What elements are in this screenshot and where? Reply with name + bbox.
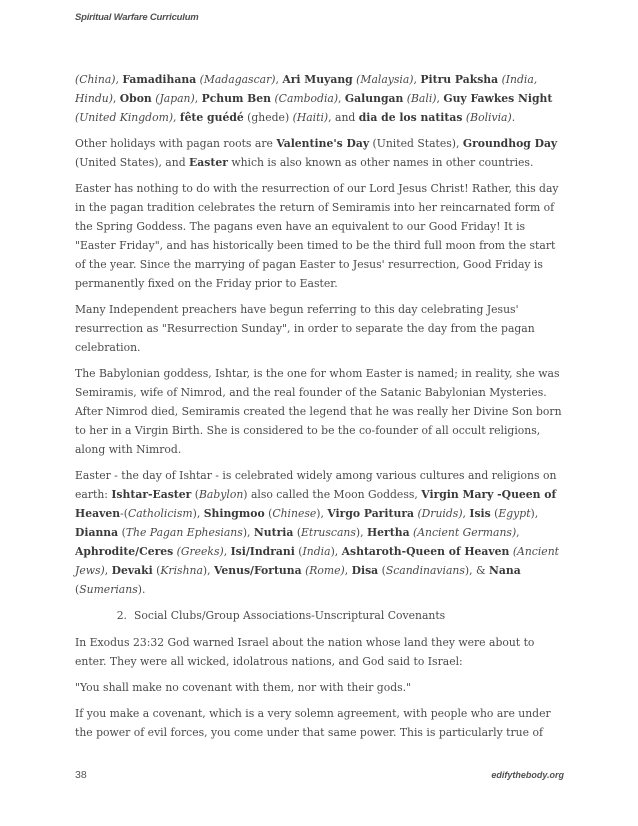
italic-text: Babylon <box>199 488 244 501</box>
bold-term: Nutria <box>253 526 294 539</box>
text-run: The Babylonian goddess, Ishtar, is the one for whom Easter is named; in reality, she was Semiramis, wife of Nimrod, and the real founder of the Satanic Babylonian Mysteries. After Nimrod died, Semiramis created the legend that he was really her Divine Son born to her in a Virgin Birth. She is considered to be the co-founder of all occult religions, along with Nimrod. <box>75 367 562 456</box>
italic-text: (Bali) <box>406 92 437 105</box>
italic-text: (Ancient Jews) <box>75 545 559 577</box>
bold-term: Isi/Indrani <box>230 545 295 558</box>
text-run: , <box>462 507 470 520</box>
bold-term: Devaki <box>111 564 153 577</box>
bold-term: Disa <box>351 564 379 577</box>
bold-term: Valentine's Day <box>276 137 370 150</box>
bold-term: Guy Fawkes Night <box>443 92 553 105</box>
text-run: Easter - the day of Ishtar - is celebrated widely among various cultures and religions on earth: <box>75 469 557 501</box>
italic-text: Chinese <box>272 507 317 520</box>
italic-text: Etruscans <box>301 526 356 539</box>
footer-website: edifythebody.org <box>491 770 564 780</box>
text-run: , <box>275 73 283 86</box>
paragraphs-after-list <box>75 633 567 742</box>
text-run: , <box>223 545 231 558</box>
bold-term: Isis <box>469 507 491 520</box>
bold-term: Easter <box>189 156 228 169</box>
italic-text: Krishna <box>160 564 203 577</box>
bold-term: Venus/Fortuna <box>214 564 302 577</box>
paragraph <box>75 633 567 671</box>
italic-text: Egypt <box>498 507 531 520</box>
text-run: , <box>413 73 421 86</box>
text-run: , <box>173 111 180 124</box>
text-run: ( <box>293 526 302 539</box>
italic-text: Catholicism <box>127 507 193 520</box>
bold-term: Pitru Paksha <box>420 73 499 86</box>
text-run: In Exodus 23:32 God warned Israel about the nation whose land they were about to enter. They were all wicked, idolatrous nations, and God said to Israel: <box>75 636 535 668</box>
text-run: ) also called the Moon Goddess, <box>243 488 422 501</box>
text-run: , <box>112 92 120 105</box>
bold-term: Hertha <box>366 526 410 539</box>
list-item-text: Social Clubs/Group Associations-Unscriptural Covenants <box>134 609 446 622</box>
italic-text: (Malaysia) <box>356 73 414 86</box>
text-run: "You shall make no covenant with them, nor with their gods." <box>75 681 412 694</box>
italic-text: (Madagascar) <box>199 73 276 86</box>
text-run: , <box>516 526 520 539</box>
paragraph <box>75 678 567 697</box>
text-run: Other holidays with pagan roots are <box>75 137 277 150</box>
italic-text: (Bolivia) <box>465 111 512 124</box>
text-run: (United States), and <box>75 156 190 169</box>
paragraph <box>75 179 567 293</box>
italic-text: Sumerians <box>79 583 138 596</box>
bold-term: Shingmoo <box>203 507 265 520</box>
numbered-list-item <box>75 606 567 625</box>
italic-text: (Druids) <box>417 507 463 520</box>
bold-term: fête guédé <box>179 111 244 124</box>
paragraphs-before-list <box>75 70 567 599</box>
text-run: , <box>338 92 345 105</box>
text-run: ), <box>316 507 328 520</box>
paragraph <box>75 466 567 599</box>
bold-term: Groundhog Day <box>462 137 558 150</box>
paragraph <box>75 704 567 742</box>
text-run: , <box>344 564 352 577</box>
document-body <box>75 70 567 749</box>
italic-text: (India, Hindu) <box>75 73 538 105</box>
text-run: ( <box>378 564 386 577</box>
text-run: (United States), <box>369 137 463 150</box>
bold-term: Ashtaroth-Queen of Heaven <box>341 545 510 558</box>
text-run: which is also known as other names in other countries. <box>227 156 534 169</box>
text-run: ), <box>202 564 214 577</box>
italic-text: (Cambodia) <box>274 92 339 105</box>
italic-text: (United Kingdom) <box>75 111 174 124</box>
italic-text: Scandinavians <box>385 564 465 577</box>
text-run: Many Independent preachers have begun referring to this day celebrating Jesus' resurrection as "Resurrection Sunday", in order to separate the day from the pagan celebration. <box>75 303 535 354</box>
italic-text: (Haiti) <box>292 111 329 124</box>
paragraph <box>75 300 567 357</box>
text-run: ( <box>75 583 80 596</box>
italic-text: The Pagan Ephesians <box>125 526 243 539</box>
text-run: ( <box>264 507 273 520</box>
italic-text: (Greeks) <box>176 545 224 558</box>
text-run: ( <box>490 507 499 520</box>
text-run: If you make a covenant, which is a very solemn agreement, with people who are under the power of evil forces, you come under that same power. This is particularly true of <box>75 707 551 739</box>
bold-term: Obon <box>119 92 152 105</box>
bold-term: Aphrodite/Ceres <box>75 545 174 558</box>
bold-term: Nana <box>489 564 521 577</box>
list-item-number: 2. <box>116 609 127 622</box>
paragraph <box>75 134 567 172</box>
text-run: ), <box>530 507 539 520</box>
paragraph <box>75 70 567 127</box>
bold-term: Dianna <box>75 526 119 539</box>
bold-term: Pchum Ben <box>201 92 272 105</box>
page-number: 38 <box>75 769 87 781</box>
italic-text: (Japan) <box>155 92 195 105</box>
text-run: ), & <box>464 564 490 577</box>
text-run: -( <box>120 507 128 520</box>
bold-term: Virgo Paritura <box>327 507 414 520</box>
text-run: ), <box>355 526 367 539</box>
text-run: ( <box>191 488 199 501</box>
text-run: (ghede) <box>243 111 293 124</box>
italic-text: (Rome) <box>305 564 345 577</box>
bold-term: Ari Muyang <box>282 73 353 86</box>
running-header: Spiritual Warfare Curriculum <box>75 12 199 23</box>
text-run: ( <box>294 545 303 558</box>
bold-term: Virgin Mary -Queen of Heaven <box>75 488 557 520</box>
paragraph <box>75 364 567 459</box>
text-run: , <box>194 92 202 105</box>
text-run: ), <box>192 507 204 520</box>
text-run: ( <box>118 526 126 539</box>
italic-text: (Ancient Germans) <box>413 526 517 539</box>
text-run: , <box>104 564 112 577</box>
italic-text: (China), <box>75 73 119 86</box>
text-run: ), <box>330 545 342 558</box>
bold-term: dia de los natitas <box>358 111 463 124</box>
text-run: ( <box>152 564 161 577</box>
text-run: ), <box>242 526 254 539</box>
text-run: . <box>511 111 516 124</box>
bold-term: Famadihana <box>122 73 197 86</box>
bold-term: Ishtar-Easter <box>111 488 192 501</box>
text-run: ). <box>137 583 146 596</box>
text-run: , <box>436 92 444 105</box>
bold-term: Galungan <box>344 92 404 105</box>
text-run: , and <box>328 111 359 124</box>
italic-text: India <box>302 545 331 558</box>
text-run: Easter has nothing to do with the resurrection of our Lord Jesus Christ! Rather, this day in the pagan tradition celebrates the return of Semiramis into her reincarnated form of the Spring Goddess. The pagans even have an equivalent to our Good Friday! It is "Easter Friday", and has historically been timed to be the third full moon from the start of the year. Since the marrying of pagan Easter to Jesus' resurrection, Good Friday is permanently fixed on the Friday prior to Easter. <box>75 182 559 290</box>
